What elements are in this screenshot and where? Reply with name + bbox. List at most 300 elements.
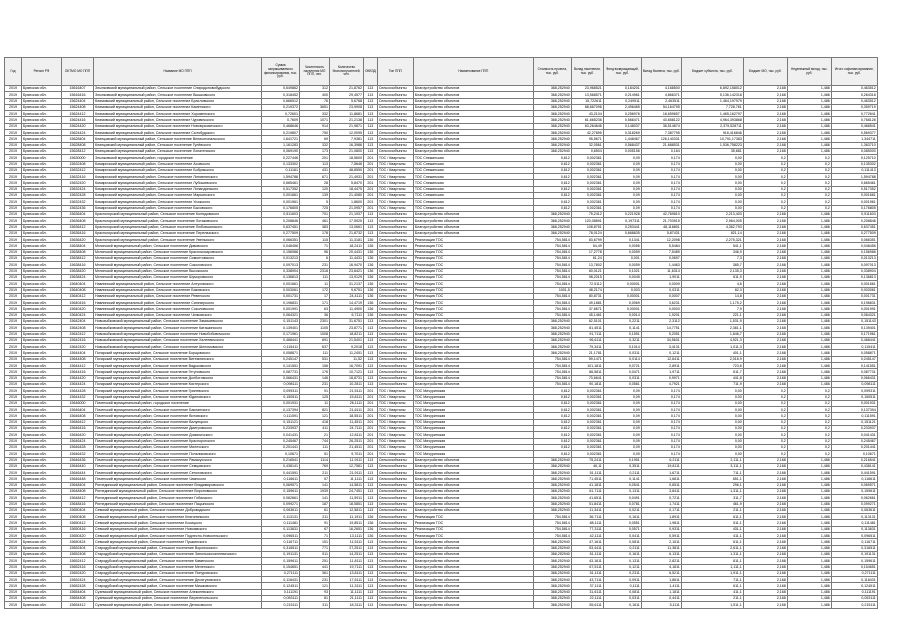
table-cell[interactable]: 7,387795 (641, 130, 681, 136)
table-cell[interactable]: 95,5671 (571, 136, 603, 142)
table-cell[interactable]: 1,486 (787, 375, 831, 381)
table-cell[interactable]: 1,486 (787, 564, 831, 570)
table-cell[interactable]: 2019 (5, 381, 22, 387)
table-cell[interactable]: 0,00 (681, 155, 743, 161)
table-cell[interactable]: 0,768126 (831, 117, 877, 123)
table-cell[interactable]: 5,87431 (641, 230, 681, 236)
table-cell[interactable]: 0,063611 (831, 507, 877, 513)
table-cell[interactable]: Злынковский муниципальный район, Сельское поселение Вышковского (94, 92, 262, 98)
column-header[interactable]: ОКТМО МО ППП (62, 58, 94, 86)
table-cell[interactable]: Сельхозобъекты (377, 577, 413, 583)
table-cell[interactable]: ТОС Снежинская (413, 174, 533, 180)
table-cell[interactable]: 11,5111 (330, 539, 364, 545)
table-cell[interactable]: 15642408 (62, 325, 94, 331)
table-cell[interactable]: Клинцовский муниципальный район, Сельское поселение Гулёвского (94, 142, 262, 148)
table-cell[interactable]: 17,5111 (330, 577, 364, 583)
table-cell[interactable]: 15624408 (62, 104, 94, 110)
table-cell[interactable]: 113 (364, 369, 378, 375)
table-cell[interactable]: 70,6641 (571, 375, 603, 381)
table-cell[interactable]: 2,168 (743, 533, 787, 539)
table-cell[interactable]: 2,168 (743, 526, 787, 532)
table-cell[interactable]: 201 (364, 444, 378, 450)
table-cell[interactable]: 15640404 (62, 281, 94, 287)
table-cell[interactable]: 16,9470 (330, 262, 364, 268)
table-cell[interactable]: Сельхозобъекты (377, 501, 413, 507)
table-cell[interactable]: Климовский муниципальный район, Сельское поселение Брахловского (94, 98, 262, 104)
table-cell[interactable]: 0,463512 (831, 86, 877, 92)
table-cell[interactable]: Брянская обл. (22, 104, 62, 110)
table-cell[interactable]: 0,085000 (831, 148, 877, 154)
table-cell[interactable]: 2019 (5, 117, 22, 123)
table-cell[interactable]: 0,3211 (603, 337, 641, 343)
table-cell[interactable]: 0,09 (603, 174, 641, 180)
table-cell[interactable]: 51 (300, 451, 330, 457)
table-cell[interactable]: 0,197311 (603, 218, 641, 224)
table-cell[interactable]: 0,174 (641, 174, 681, 180)
table-cell[interactable]: 15640408 (62, 287, 94, 293)
table-cell[interactable]: 113 (364, 577, 378, 583)
table-cell[interactable]: Почепский муниципальный район, Сельское поселение Краснорогского (94, 438, 262, 444)
table-cell[interactable]: 23,8771 (330, 325, 364, 331)
table-cell[interactable]: 0,002361 (571, 438, 603, 444)
table-cell[interactable]: 11,9111 (330, 457, 364, 463)
table-cell[interactable]: 368,252940 (533, 230, 571, 236)
table-cell[interactable]: Благоустройство объектов (413, 577, 533, 583)
table-cell[interactable]: 231 (300, 577, 330, 583)
table-cell[interactable]: 0,441591 (831, 470, 877, 476)
table-cell[interactable]: 63 (300, 306, 330, 312)
table-cell[interactable]: 1,486 (787, 489, 831, 495)
table-cell[interactable]: 0,6504 (571, 148, 603, 154)
table-cell[interactable]: 0,2 (743, 444, 787, 450)
table-cell[interactable]: Реализация ТОС (413, 526, 533, 532)
table-cell[interactable]: 754,5814 (533, 256, 571, 262)
table-cell[interactable]: 0,184201 (603, 86, 641, 92)
table-cell[interactable]: 611,1 (681, 514, 743, 520)
table-cell[interactable]: Реализация ТОС (413, 293, 533, 299)
table-cell[interactable]: 0,0697 (641, 256, 681, 262)
table-cell[interactable]: Новозыбковский муниципальный район, Сельское поселение Халеевичского (94, 337, 262, 343)
table-cell[interactable]: 1,486 (787, 470, 831, 476)
table-cell[interactable]: 0,215111 (262, 602, 300, 608)
table-cell[interactable]: 0,001931 (262, 400, 300, 406)
table-cell[interactable]: 201 (364, 155, 378, 161)
table-cell[interactable]: 0,058871 (262, 350, 300, 356)
table-cell[interactable]: 0,174 (641, 155, 681, 161)
table-cell[interactable]: 21,1781 (571, 350, 603, 356)
table-cell[interactable]: Суземский муниципальный район, Сельское поселение Денисовского (94, 602, 262, 608)
table-cell[interactable]: Сельхозобъекты (377, 300, 413, 306)
table-cell[interactable]: 156 (300, 363, 330, 369)
table-cell[interactable]: 4,964,393868 (681, 117, 743, 123)
table-cell[interactable]: 14,4719 (330, 300, 364, 306)
table-cell[interactable]: 0,001 (603, 256, 641, 262)
table-cell[interactable]: 2,135,3 (681, 268, 743, 274)
table-cell[interactable]: 46,11 (571, 463, 603, 469)
table-cell[interactable]: 0,116611 (831, 476, 877, 482)
table-cell[interactable]: Сельхозобъекты (377, 533, 413, 539)
table-cell[interactable]: 0,2 (743, 161, 787, 167)
table-cell[interactable]: Красногорский муниципальный район, Сельское поселение Перелазского (94, 230, 262, 236)
table-cell[interactable]: 6,2111 (641, 457, 681, 463)
table-cell[interactable]: Благоустройство объектов (413, 564, 533, 570)
table-cell[interactable]: 2,168 (743, 117, 787, 123)
table-cell[interactable]: 136 (364, 526, 378, 532)
table-cell[interactable]: 2,168 (743, 350, 787, 356)
table-cell[interactable]: 42,1111 (571, 533, 603, 539)
table-cell[interactable]: 201 (364, 174, 378, 180)
table-cell[interactable]: Брянская обл. (22, 577, 62, 583)
table-cell[interactable]: Реализация ТОС (413, 249, 533, 255)
table-cell[interactable]: 0,0069 (603, 300, 641, 306)
table-cell[interactable]: 368,252940 (533, 104, 571, 110)
table-cell[interactable]: 0,438141 (262, 463, 300, 469)
table-cell[interactable]: 0,196831 (262, 300, 300, 306)
table-cell[interactable]: 346,9 (681, 249, 743, 255)
table-cell[interactable]: 0,215111 (831, 602, 877, 608)
table-cell[interactable]: 368,252940 (533, 344, 571, 350)
table-cell[interactable]: Комаричский муниципальный район, Сельское поселение Лопандинского (94, 186, 262, 192)
table-cell[interactable]: 21,4080 (330, 193, 364, 199)
table-cell[interactable]: 0,2 (743, 413, 787, 419)
table-cell[interactable]: 0,568437 (603, 142, 641, 148)
table-cell[interactable]: 0,002361 (571, 155, 603, 161)
table-cell[interactable]: 2019 (5, 507, 22, 513)
table-cell[interactable]: Погарский муниципальный район, Сельское поселение Долботовского (94, 375, 262, 381)
table-cell[interactable]: 11,4431 (330, 256, 364, 262)
table-cell[interactable]: 96,6111 (571, 337, 603, 343)
table-cell[interactable]: 0,1211 (603, 564, 641, 570)
table-cell[interactable]: 691 (300, 337, 330, 343)
table-cell[interactable]: 2019 (5, 356, 22, 362)
table-cell[interactable]: 2,168 (743, 596, 787, 602)
table-cell[interactable]: Сельхозобъекты (377, 218, 413, 224)
table-cell[interactable]: ТОС Мичуринская (413, 426, 533, 432)
table-cell[interactable]: Рогнединский муниципальный район, Сельское поселение Владимировского (94, 482, 262, 488)
table-cell[interactable]: 15650404 (62, 507, 94, 513)
table-cell[interactable]: Благоустройство объектов (413, 117, 533, 123)
table-cell[interactable]: 0,612 (533, 161, 571, 167)
table-cell[interactable]: 2019 (5, 520, 22, 526)
table-cell[interactable]: 18,5851 (330, 501, 364, 507)
table-cell[interactable]: 0,0045 (603, 274, 641, 280)
table-cell[interactable]: 48,8550 (330, 167, 364, 173)
table-cell[interactable]: Навлинский муниципальный район, Сельское поселение Бяковского (94, 287, 262, 293)
table-cell[interactable]: 2,168 (743, 287, 787, 293)
table-cell[interactable]: 113 (364, 363, 378, 369)
table-cell[interactable]: Брянская обл. (22, 287, 62, 293)
table-cell[interactable]: 0,174 (641, 426, 681, 432)
table-cell[interactable]: 113 (364, 104, 378, 110)
table-cell[interactable]: Брянская обл. (22, 463, 62, 469)
table-cell[interactable]: 0,2 (743, 394, 787, 400)
table-cell[interactable]: 1,1811 (641, 589, 681, 595)
table-cell[interactable]: 21,0800 (330, 148, 364, 154)
table-cell[interactable]: 76 (300, 98, 330, 104)
table-cell[interactable]: Сельхозобъекты (377, 262, 413, 268)
table-cell[interactable]: 0,003061 (262, 287, 300, 293)
table-cell[interactable]: 11,4511 (330, 419, 364, 425)
table-cell[interactable]: 0,11161 (262, 167, 300, 173)
table-cell[interactable]: 1,486 (787, 602, 831, 608)
table-cell[interactable]: Рогнединский муниципальный район, Сельское поселение Гобикского (94, 495, 262, 501)
table-cell[interactable]: 0,151143 (262, 318, 300, 324)
table-cell[interactable]: 754,5814 (533, 300, 571, 306)
table-cell[interactable]: 2,168 (743, 520, 787, 526)
table-cell[interactable]: 0,566471 (603, 117, 641, 123)
table-cell[interactable]: 0,0781 (603, 501, 641, 507)
table-cell[interactable]: Брянская обл. (22, 451, 62, 457)
table-cell[interactable]: 0,00 (681, 193, 743, 199)
table-cell[interactable]: 0,174 (641, 186, 681, 192)
table-cell[interactable]: 60,0121 (571, 268, 603, 274)
table-cell[interactable]: Сельхозобъекты (377, 545, 413, 551)
table-cell[interactable]: 701 (300, 211, 330, 217)
table-cell[interactable]: 0,00 (681, 413, 743, 419)
table-cell[interactable]: 136 (364, 533, 378, 539)
table-cell[interactable]: 2019 (5, 558, 22, 564)
table-cell[interactable]: Благоустройство объектов (413, 545, 533, 551)
table-cell[interactable]: 0,2 (787, 451, 831, 457)
table-cell[interactable]: 2,168 (743, 337, 787, 343)
table-cell[interactable]: 0,066431 (831, 375, 877, 381)
table-cell[interactable]: 2,016,9 (681, 356, 743, 362)
table-cell[interactable]: 2019 (5, 470, 22, 476)
table-cell[interactable]: 113 (364, 331, 378, 337)
table-cell[interactable]: 3,8411 (641, 489, 681, 495)
table-cell[interactable]: Брянская обл. (22, 344, 62, 350)
table-cell[interactable]: 31,6111 (571, 589, 603, 595)
table-cell[interactable]: 83,6799 (571, 237, 603, 243)
table-cell[interactable]: 2019 (5, 407, 22, 413)
table-cell[interactable]: 368,252940 (533, 482, 571, 488)
table-cell[interactable]: 0,176805 (262, 205, 300, 211)
table-cell[interactable]: 2019 (5, 476, 22, 482)
table-cell[interactable]: 13,9129 (330, 274, 364, 280)
table-cell[interactable]: Сельхозобъекты (377, 130, 413, 136)
table-cell[interactable]: 113 (364, 148, 378, 154)
table-cell[interactable]: 17,5925 (330, 218, 364, 224)
table-cell[interactable]: ТОС / Кварталы (377, 180, 413, 186)
table-cell[interactable]: 0,468441 (262, 337, 300, 343)
table-cell[interactable]: 0,0811 (603, 539, 641, 545)
table-cell[interactable]: Злынковский муниципальный район, Сельское поселение Спиридоновобудского (94, 86, 262, 92)
table-cell[interactable]: 2019 (5, 432, 22, 438)
table-cell[interactable]: Брянская обл. (22, 281, 62, 287)
table-cell[interactable]: 201 (364, 180, 378, 186)
table-cell[interactable]: 0,111191 (262, 589, 300, 595)
table-cell[interactable]: 2,168 (743, 111, 787, 117)
table-cell[interactable]: 12,5811 (330, 507, 364, 513)
table-cell[interactable]: ТОС Мичуринская (413, 438, 533, 444)
table-cell[interactable]: 401,1 (681, 350, 743, 356)
table-cell[interactable]: 0,10671 (831, 451, 877, 457)
table-cell[interactable]: 1,486 (787, 583, 831, 589)
table-cell[interactable]: 49,1881 (571, 300, 603, 306)
table-cell[interactable]: 0,2 (787, 174, 831, 180)
table-cell[interactable]: 101,1811 (571, 363, 603, 369)
table-cell[interactable]: 1,464,197979 (681, 98, 743, 104)
table-cell[interactable]: 0,612 (533, 180, 571, 186)
table-cell[interactable]: 2019 (5, 369, 22, 375)
table-cell[interactable]: 2019 (5, 482, 22, 488)
table-cell[interactable]: Комаричский муниципальный район, Сельское поселение Асовского (94, 161, 262, 167)
table-cell[interactable]: Брянская обл. (22, 350, 62, 356)
table-cell[interactable]: 2019 (5, 224, 22, 230)
table-cell[interactable]: 2,8211 (641, 558, 681, 564)
table-cell[interactable]: 15624420 (62, 123, 94, 129)
table-cell[interactable]: 1,486 (787, 596, 831, 602)
table-cell[interactable]: ТОС / Кварталы (377, 161, 413, 167)
table-cell[interactable]: 744 (300, 438, 330, 444)
table-cell[interactable]: 1,486 (787, 457, 831, 463)
table-cell[interactable]: 2019 (5, 268, 22, 274)
table-cell[interactable]: 2,275,321 (681, 237, 743, 243)
table-cell[interactable]: 0,1014 (603, 344, 641, 350)
table-cell[interactable]: 2,168 (743, 570, 787, 576)
table-cell[interactable]: 63,264646 (571, 123, 603, 129)
table-cell[interactable]: 0,0059 (603, 249, 641, 255)
table-cell[interactable]: 2019 (5, 413, 22, 419)
table-cell[interactable]: 12,7581 (330, 463, 364, 469)
table-cell[interactable]: 0,2 (743, 180, 787, 186)
table-cell[interactable]: Брянская обл. (22, 136, 62, 142)
table-cell[interactable]: 19,7111 (330, 564, 364, 570)
table-cell[interactable]: 2019 (5, 167, 22, 173)
table-cell[interactable]: 0,517352 (831, 186, 877, 192)
table-cell[interactable]: Сельхозобъекты (377, 318, 413, 324)
table-cell[interactable]: 15624412 (62, 111, 94, 117)
table-cell[interactable]: 0,139401 (262, 325, 300, 331)
table-cell[interactable]: 12,8111 (330, 432, 364, 438)
table-cell[interactable]: 1,486 (787, 98, 831, 104)
table-cell[interactable]: 0,256976 (603, 111, 641, 117)
table-cell[interactable]: 1,486 (787, 356, 831, 362)
table-cell[interactable]: 15638416 (62, 262, 94, 268)
table-cell[interactable]: 0,665461 (262, 180, 300, 186)
table-cell[interactable]: 0,2 (787, 167, 831, 173)
table-cell[interactable]: 2019 (5, 262, 22, 268)
table-cell[interactable]: 27,2511 (330, 545, 364, 551)
table-cell[interactable]: 5,1111 (641, 602, 681, 608)
table-cell[interactable]: 0,09 (603, 438, 641, 444)
table-cell[interactable]: Севский муниципальный район, Сельское поселение Княгининского (94, 514, 262, 520)
table-cell[interactable]: 113 (364, 501, 378, 507)
table-cell[interactable]: ТОС Снежинская (413, 180, 533, 186)
table-cell[interactable]: 368,252940 (533, 117, 571, 123)
table-cell[interactable]: 0,137394 (262, 407, 300, 413)
table-cell[interactable]: Брянская обл. (22, 602, 62, 608)
table-cell[interactable]: 1,486 (787, 230, 831, 236)
table-cell[interactable]: 754,5814 (533, 293, 571, 299)
table-cell[interactable]: 0,2 (743, 388, 787, 394)
table-cell[interactable]: 368,252940 (533, 142, 571, 148)
table-cell[interactable]: 0,087731 (831, 369, 877, 375)
table-cell[interactable]: 91,7111 (571, 331, 603, 337)
table-cell[interactable]: Климовский муниципальный район, Сельское поселение Каменского (94, 104, 262, 110)
table-cell[interactable]: 15624424 (62, 130, 94, 136)
table-cell[interactable]: 173 (300, 148, 330, 154)
table-cell[interactable]: 4,362,793 (681, 224, 743, 230)
table-cell[interactable]: Навлинский муниципальный район, Сельское поселение Соколовского (94, 306, 262, 312)
table-cell[interactable]: 2,168 (743, 312, 787, 318)
table-cell[interactable]: Севский муниципальный район, Сельское поселение Косицкого (94, 520, 262, 526)
table-cell[interactable]: Новозыбковский муниципальный район, Сельское поселение Шеломовского (94, 344, 262, 350)
table-cell[interactable]: Брянская обл. (22, 161, 62, 167)
table-cell[interactable]: 15628408 (62, 142, 94, 148)
table-cell[interactable]: 0,612 (533, 186, 571, 192)
table-cell[interactable]: 754,5814 (533, 243, 571, 249)
table-cell[interactable]: 368,252940 (533, 130, 571, 136)
table-cell[interactable]: 0,053111 (831, 596, 877, 602)
column-header[interactable]: Сумма запрашиваемого финансирования, тыс. руб. (262, 58, 300, 86)
table-cell[interactable]: Сельхозобъекты (377, 507, 413, 513)
table-cell[interactable]: 0,2 (743, 438, 787, 444)
table-cell[interactable]: 0,221928 (603, 211, 641, 217)
table-cell[interactable]: Комаричский муниципальный район, Сельское поселение Бобрикского (94, 167, 262, 173)
table-cell[interactable]: 21,9871 (330, 123, 364, 129)
table-cell[interactable]: 3,4131 (641, 344, 681, 350)
table-cell[interactable]: 5,8470 (330, 180, 364, 186)
table-cell[interactable]: 1,486 (787, 589, 831, 595)
table-cell[interactable]: 2,168 (743, 495, 787, 501)
table-cell[interactable]: 6 (300, 256, 330, 262)
table-cell[interactable]: 2,168 (743, 363, 787, 369)
table-cell[interactable]: 2,168 (743, 344, 787, 350)
table-cell[interactable]: 0,511603 (831, 211, 877, 217)
table-cell[interactable]: Сельхозобъекты (377, 237, 413, 243)
table-cell[interactable]: 2,496465 (603, 104, 641, 110)
table-cell[interactable]: Брянская обл. (22, 193, 62, 199)
table-cell[interactable]: 0,002361 (571, 451, 603, 457)
table-cell[interactable]: 14,2511 (330, 551, 364, 557)
table-cell[interactable]: 2019 (5, 344, 22, 350)
table-cell[interactable]: 15628412 (62, 148, 94, 154)
table-cell[interactable]: Благоустройство объектов (413, 325, 533, 331)
table-cell[interactable]: 1,846,7 (681, 331, 743, 337)
table-cell[interactable]: 11,8111 (330, 558, 364, 564)
table-cell[interactable]: 43,2104 (571, 111, 603, 117)
table-cell[interactable]: 2019 (5, 539, 22, 545)
table-cell[interactable]: ТОС Мичуринская (413, 407, 533, 413)
table-cell[interactable]: 0,3511 (603, 463, 641, 469)
table-cell[interactable]: 5,6768 (330, 98, 364, 104)
table-cell[interactable]: Брянская обл. (22, 199, 62, 205)
table-cell[interactable]: Сельхозобъекты (377, 602, 413, 608)
table-cell[interactable]: Благоустройство объектов (413, 369, 533, 375)
table-cell[interactable]: Благоустройство объектов (413, 230, 533, 236)
table-cell[interactable]: Сельхозобъекты (377, 312, 413, 318)
table-cell[interactable]: 2,168 (743, 281, 787, 287)
table-cell[interactable]: 0,002361 (571, 413, 603, 419)
table-cell[interactable]: Брянская обл. (22, 205, 62, 211)
table-cell[interactable]: 0,2 (787, 394, 831, 400)
table-cell[interactable]: 0,115411 (262, 344, 300, 350)
table-cell[interactable]: 0,00 (681, 438, 743, 444)
table-cell[interactable]: 0,097013 (262, 262, 300, 268)
table-cell[interactable]: 368,252940 (533, 602, 571, 608)
table-cell[interactable]: 0,2 (787, 205, 831, 211)
table-cell[interactable]: 0,001961 (831, 199, 877, 205)
table-cell[interactable]: 15644408 (62, 356, 94, 362)
table-cell[interactable]: 0,09 (603, 180, 641, 186)
table-cell[interactable]: 368,252940 (533, 457, 571, 463)
table-cell[interactable]: 41,1811 (571, 482, 603, 488)
table-cell[interactable]: Брянская обл. (22, 237, 62, 243)
table-cell[interactable]: 15646448 (62, 476, 94, 482)
table-cell[interactable]: 1,641721 (262, 136, 300, 142)
table-cell[interactable]: 0,0114 (603, 356, 641, 362)
